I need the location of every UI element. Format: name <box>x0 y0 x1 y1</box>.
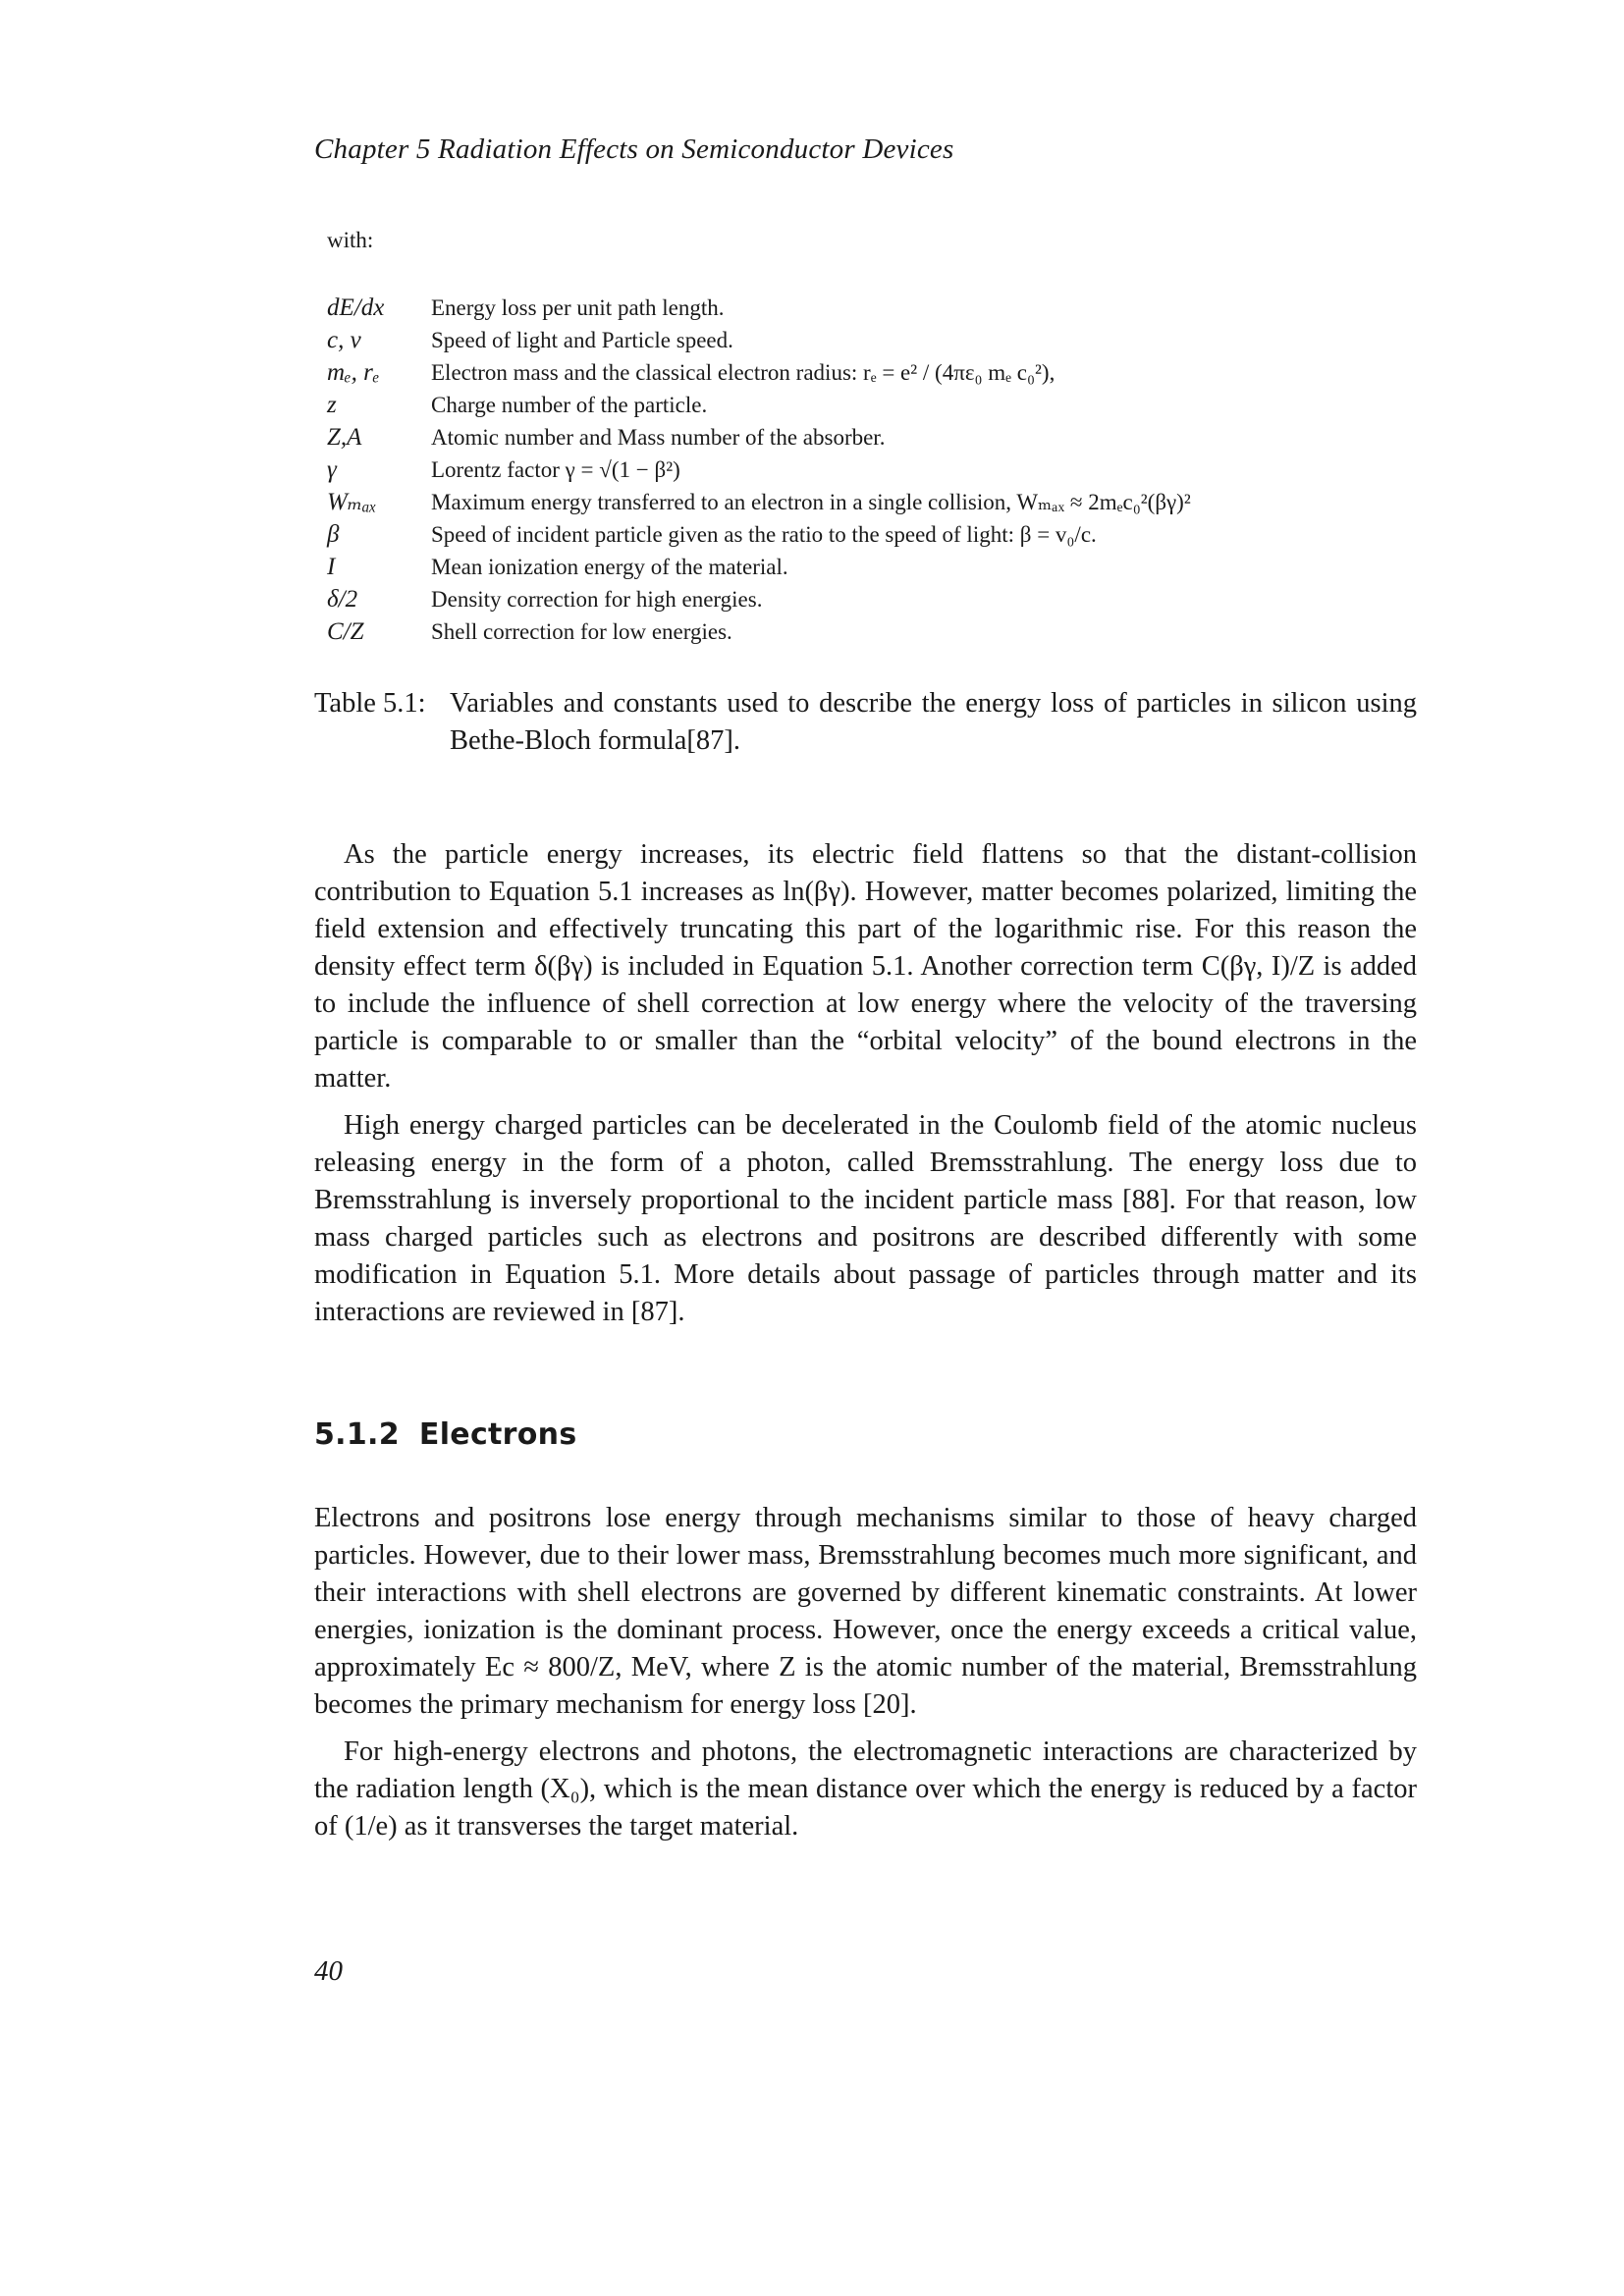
table-row <box>327 324 1417 356</box>
table-row <box>327 486 1417 518</box>
variable-symbol: C/Z <box>327 618 364 645</box>
variable-symbol: c, v <box>327 327 361 353</box>
table-caption <box>314 685 1417 760</box>
variable-description: Maximum energy transferred to an electron in a single collision, Wₘₐₓ ≈ 2mₑc₀²(βγ)² <box>431 490 1191 514</box>
section-title: Electrons <box>418 1417 577 1452</box>
table-row <box>327 518 1417 551</box>
variable-description: Atomic number and Mass number of the absorber. <box>431 425 886 450</box>
table-row <box>327 421 1417 454</box>
variable-description: Mean ionization energy of the material. <box>431 555 788 579</box>
table-row <box>327 551 1417 583</box>
table-row <box>327 356 1417 389</box>
page-number: 40 <box>314 1955 343 1987</box>
variable-symbol: γ <box>327 456 337 483</box>
table-row <box>327 292 1417 324</box>
paragraph: Electrons and positrons lose energy through mechanisms similar to those of heavy charged particles. However, due to their lower mass, Bremsstrahlung becomes much more significant, and their interactions with shell electrons are governed by different kinematic constraints. At lower energies, ionization is the dominant process. However, once the energy exceeds a critical value, approximately Ec ≈ 800/Z, MeV, where Z is the atomic number of the material, Bremsstrahlung becomes the primary mechanism for energy loss [20]. <box>314 1503 1417 1720</box>
paragraph: For high-energy electrons and photons, the electromagnetic interactions are characterized by the radiation length (X₀), which is the mean distance over which the energy is reduced by a factor of (1/e) as it transverses the target material. <box>314 1736 1417 1842</box>
variable-symbol: mₑ, rₑ <box>327 359 380 386</box>
variable-symbol: dE/dx <box>327 294 385 321</box>
table-row <box>327 615 1417 648</box>
variable-symbol: z <box>327 392 337 418</box>
variable-description: Speed of incident particle given as the ratio to the speed of light: β = v₀/c. <box>431 522 1097 547</box>
body-text-upper <box>314 836 1417 1341</box>
variable-symbol: β <box>327 521 340 548</box>
paragraph: As the particle energy increases, its electric field flattens so that the distant-collision contribution to Equation 5.1 increases as ln(βγ). However, matter becomes polarized, limiting the field extension and effectively truncating this part of the logarithmic rise. For this reason the density effect term δ(βγ) is included in Equation 5.1. Another correction term C(βγ, I)/Z is added to include the influence of shell correction at low energy where the velocity of the traversing particle is comparable to or smaller than the “orbital velocity” of the bound electrons in the matter. <box>314 839 1417 1094</box>
table-row <box>327 389 1417 421</box>
body-text-lower <box>314 1500 1417 1855</box>
caption-text: Variables and constants used to describe the energy loss of particles in silicon using Bethe-Bloch formula[87]. <box>450 688 1417 756</box>
variable-symbol: Z,A <box>327 424 362 451</box>
variable-description: Density correction for high energies. <box>431 587 763 612</box>
section-number: 5.1.2 <box>314 1417 400 1452</box>
section-heading <box>314 1417 577 1452</box>
variable-description: Electron mass and the classical electron radius: rₑ = e² / (4πε₀ mₑ c₀²), <box>431 360 1056 385</box>
caption-label: Table 5.1: <box>314 688 426 719</box>
table-row <box>327 454 1417 486</box>
variable-symbol: Wₘₐₓ <box>327 489 377 515</box>
variable-description: Charge number of the particle. <box>431 393 708 417</box>
variable-description: Shell correction for low energies. <box>431 619 732 644</box>
running-head: Chapter 5 Radiation Effects on Semiconductor Devices <box>314 133 954 165</box>
variable-description: Speed of light and Particle speed. <box>431 328 733 352</box>
variable-description: Lorentz factor γ = √(1 − β²) <box>431 457 680 482</box>
variables-table <box>327 292 1417 648</box>
variable-symbol: I <box>327 554 336 580</box>
variable-description: Energy loss per unit path length. <box>431 295 725 320</box>
with-label: with: <box>327 228 374 252</box>
paragraph: High energy charged particles can be decelerated in the Coulomb field of the atomic nucleus releasing energy in the form of a photon, called Bremsstrahlung. The energy loss due to Bremsstrahlung is inversely proportional to the incident particle mass [88]. For that reason, low mass charged particles such as electrons and positrons are described differently with some modification in Equation 5.1. More details about passage of particles through matter and its interactions are reviewed in [87]. <box>314 1110 1417 1327</box>
variable-symbol: δ/2 <box>327 586 358 613</box>
table-row <box>327 583 1417 615</box>
